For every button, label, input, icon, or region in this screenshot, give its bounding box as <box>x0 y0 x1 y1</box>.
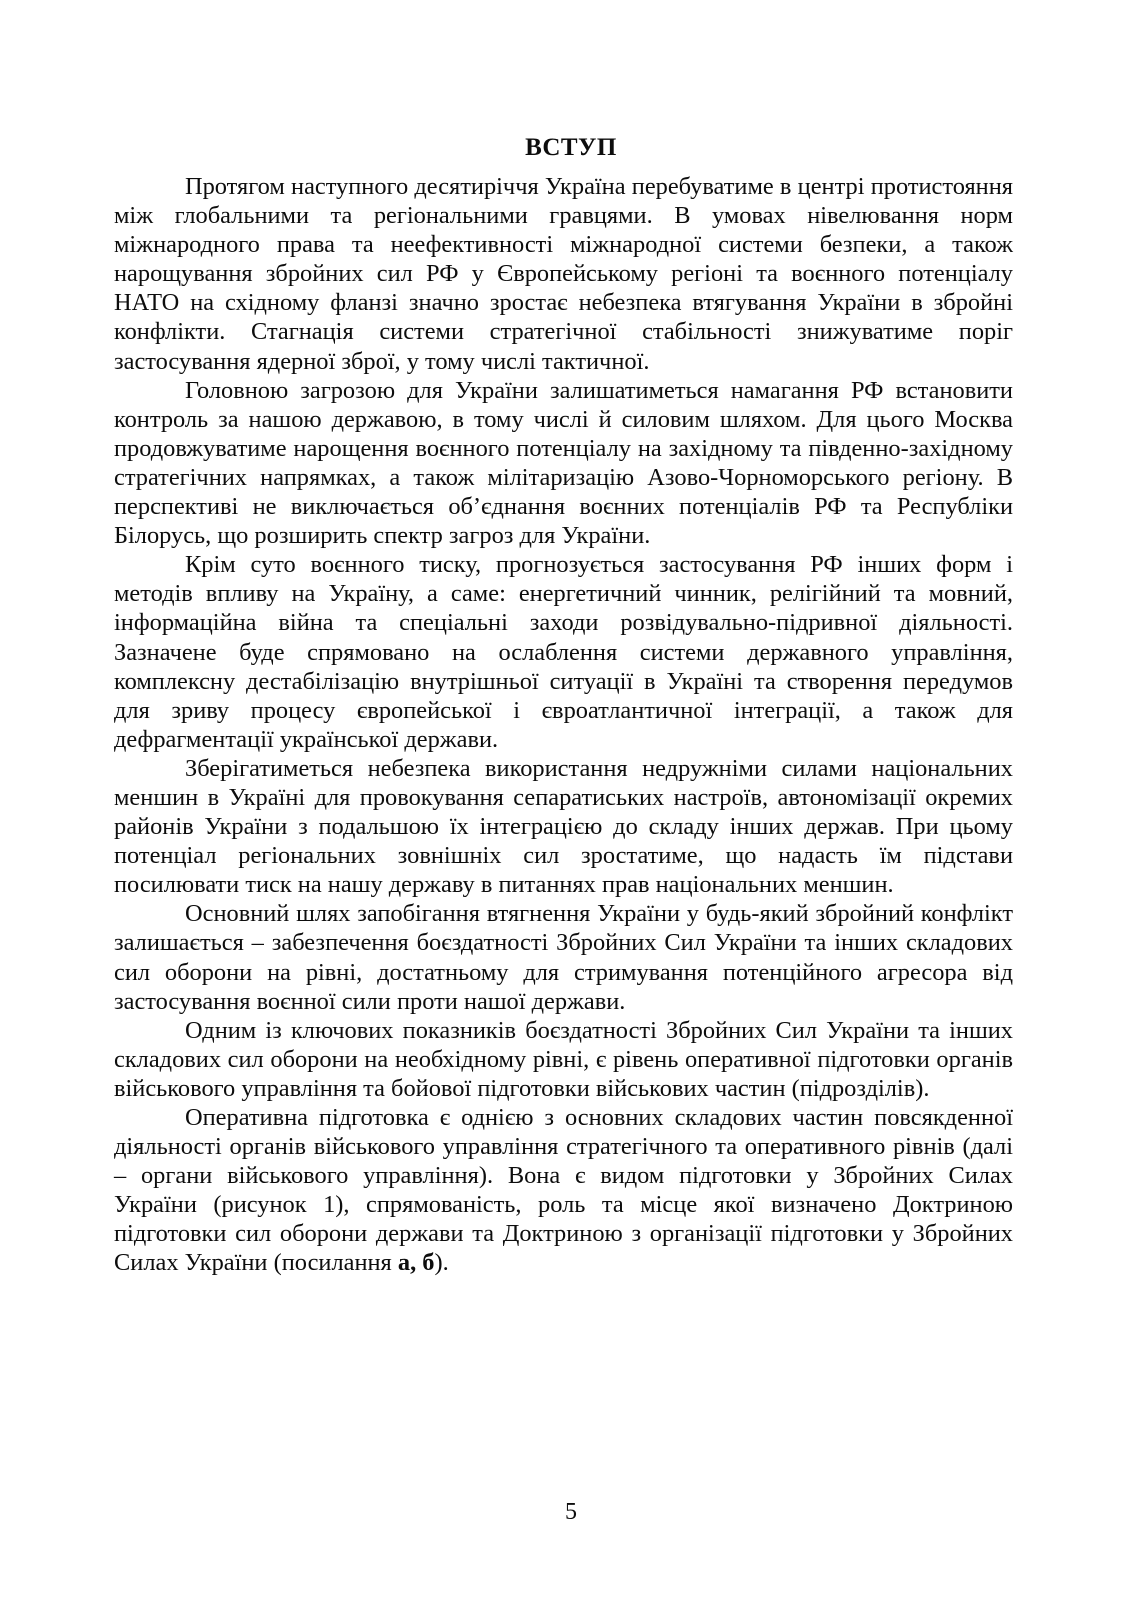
paragraph-5: Основний шлях запобігання втягнення України у будь-який збройний конфлікт залишається – забезпечення боєздатності Збройних Сил України та інших складових сил оборони на рівні, достатньому для стримування потенційного агресора від застосування воєнної сили проти нашої держави. <box>114 900 1013 1015</box>
page-number: 5 <box>565 1499 577 1525</box>
body-text-block <box>114 172 1013 1278</box>
paragraph-7 <box>114 1103 1013 1278</box>
paragraph-7-text-after-reference: ). <box>434 1249 449 1277</box>
reference-label-bold: а, б <box>397 1249 435 1277</box>
paragraph-3: Крім суто воєнного тиску, прогнозується застосування РФ інших форм і методів впливу на Україну, а саме: енергетичний чинник, релігійний та мовний, інформаційна війна та спеціальні заходи розвідувально-підривної діяльності. Зазначене буде спрямовано на ослаблення системи державного управління, комплексну дестабілізацію внутрішньої ситуації в Україні та створення передумов для зриву процесу європейської і євроатлантичної інтеграції, а також для дефрагментації української держави. <box>114 551 1013 753</box>
paragraph-4: Зберігатиметься небезпека використання недружніми силами національних меншин в Україні для провокування сепаратиських настроїв, автономізації окремих районів України з подальшою їх інтеграцією до складу інших держав. При цьому потенціал регіональних зовнішніх сил зростатиме, що надасть їм підстави посилювати тиск на нашу державу в питаннях прав національних меншин. <box>114 754 1013 899</box>
paragraph-2: Головною загрозою для України залишатиметься намагання РФ встановити контроль за нашою державою, в тому числі й силовим шляхом. Для цього Москва продовжуватиме нарощення воєнного потенціалу на західному та південно-західному стратегічних напрямках, а також мілітаризацію Азово-Чорноморського регіону. В перспективі не виключається об’єднання воєнних потенціалів РФ та Республіки Білорусь, що розширить спектр загроз для України. <box>114 376 1013 550</box>
paragraph-7-text-before-reference: Оперативна підготовка є однією з основних складових частин повсякденної діяльності органів військового управління стратегічного та оперативного рівнів (далі – органи військового управління). Вона є видом підготовки у Збройних Силах України (рисунок 1), спрямованість, роль та місце якої визначено Доктриною підготовки сил оборони держави та Доктриною з організації підготовки у Збройних Силах України (посилання <box>114 1104 1013 1277</box>
page-title: ВСТУП <box>525 133 617 161</box>
paragraph-6: Одним із ключових показників боєздатності Збройних Сил України та інших складових сил оборони на необхідному рівні, є рівень оперативної підготовки органів військового управління та бойової підготовки військових частин (підрозділів). <box>114 1016 1013 1102</box>
paragraph-1: Протягом наступного десятиріччя Україна перебуватиме в центрі протистояння між глобальними та регіональними гравцями. В умовах нівелювання норм міжнародного права та неефективності міжнародної системи безпеки, а також нарощування збройних сил РФ у Європейському регіоні та воєнного потенціалу НАТО на східному фланзі значно зростає небезпека втягування України в збройні конфлікти. Стагнація системи стратегічної стабільності знижуватиме поріг застосування ядерної зброї, у тому числі тактичної. <box>114 173 1013 375</box>
